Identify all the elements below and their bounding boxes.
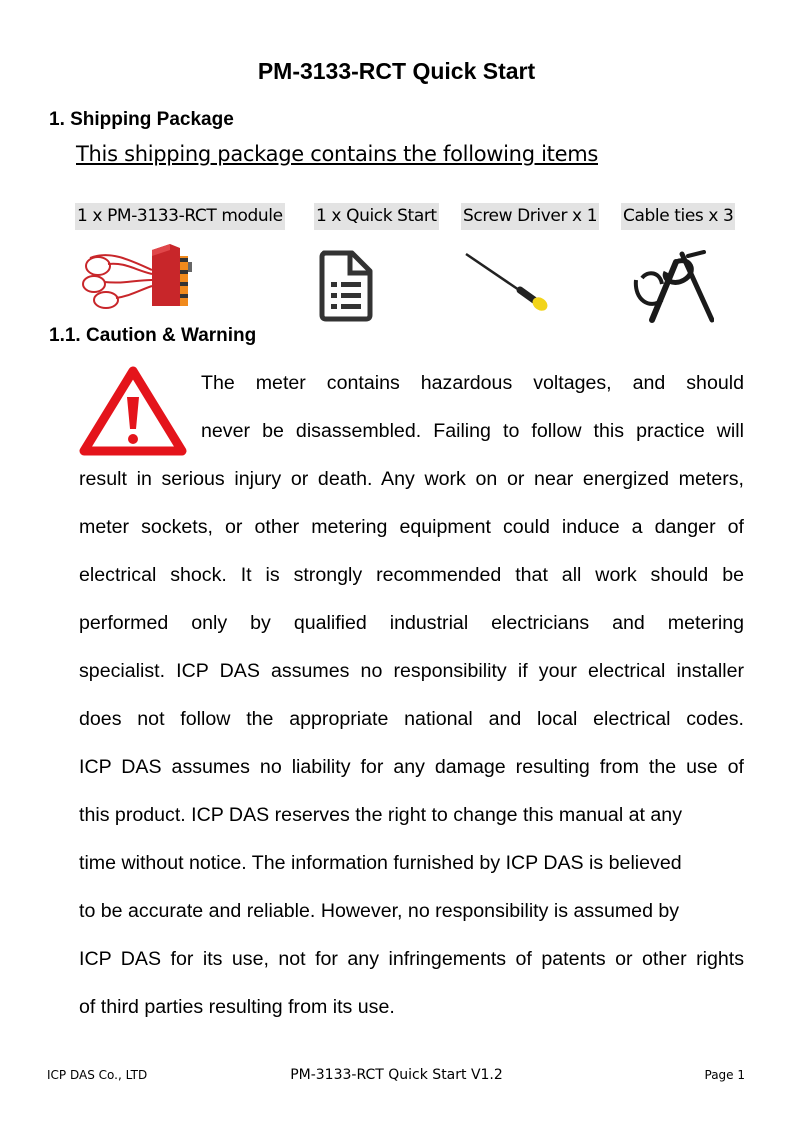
warning-text-line: specialist. ICP DAS assumes no responsibility if your electrical installer <box>79 660 744 682</box>
item-label-screwdriver: Screw Driver x 1 <box>461 203 599 230</box>
warning-text-line: does not follow the appropriate national and local electrical codes. <box>79 708 744 730</box>
footer-page-number: Page 1 <box>704 1068 745 1082</box>
warning-text-line: performed only by qualified industrial electricians and metering <box>79 612 744 634</box>
footer-doc-version: PM-3133-RCT Quick Start V1.2 <box>290 1067 503 1083</box>
warning-text-line: ICP DAS for its use, not for any infringements of patents or other rights <box>79 948 744 970</box>
document-icon <box>318 249 374 323</box>
item-label-cable-ties: Cable ties x 3 <box>621 203 735 230</box>
warning-text-line: this product. ICP DAS reserves the right to change this manual at any <box>79 804 683 826</box>
screwdriver-icon <box>462 250 552 312</box>
cable-ties-icon <box>632 250 714 326</box>
power-meter-module-icon <box>80 240 210 310</box>
warning-text-line: result in serious injury or death. Any work on or near energized meters, <box>79 468 744 490</box>
document-title: PM-3133-RCT Quick Start <box>257 58 536 84</box>
warning-text-line: The meter contains hazardous voltages, and should <box>201 372 744 394</box>
footer-company: ICP DAS Co., LTD <box>47 1068 148 1082</box>
warning-text-line: to be accurate and reliable. However, no responsibility is assumed by <box>79 900 680 922</box>
item-label-quick-start: 1 x Quick Start <box>314 203 439 230</box>
warning-text-line: ICP DAS assumes no liability for any damage resulting from the use of <box>79 756 744 778</box>
section-heading-shipping: 1. Shipping Package <box>49 109 234 130</box>
warning-text-line: of third parties resulting from its use. <box>79 996 395 1018</box>
section-heading-caution: 1.1. Caution & Warning <box>49 325 257 346</box>
warning-text-line: time without notice. The information furnished by ICP DAS is believed <box>79 852 682 874</box>
warning-text-line: meter sockets, or other metering equipment could induce a danger of <box>79 516 744 538</box>
section-subtitle: This shipping package contains the following items <box>76 142 598 166</box>
warning-text-line: never be disassembled. Failing to follow this practice will <box>201 420 744 442</box>
warning-triangle-icon <box>79 365 187 457</box>
item-label-module: 1 x PM-3133-RCT module <box>75 203 285 230</box>
warning-text-line: electrical shock. It is strongly recommended that all work should be <box>79 564 744 586</box>
